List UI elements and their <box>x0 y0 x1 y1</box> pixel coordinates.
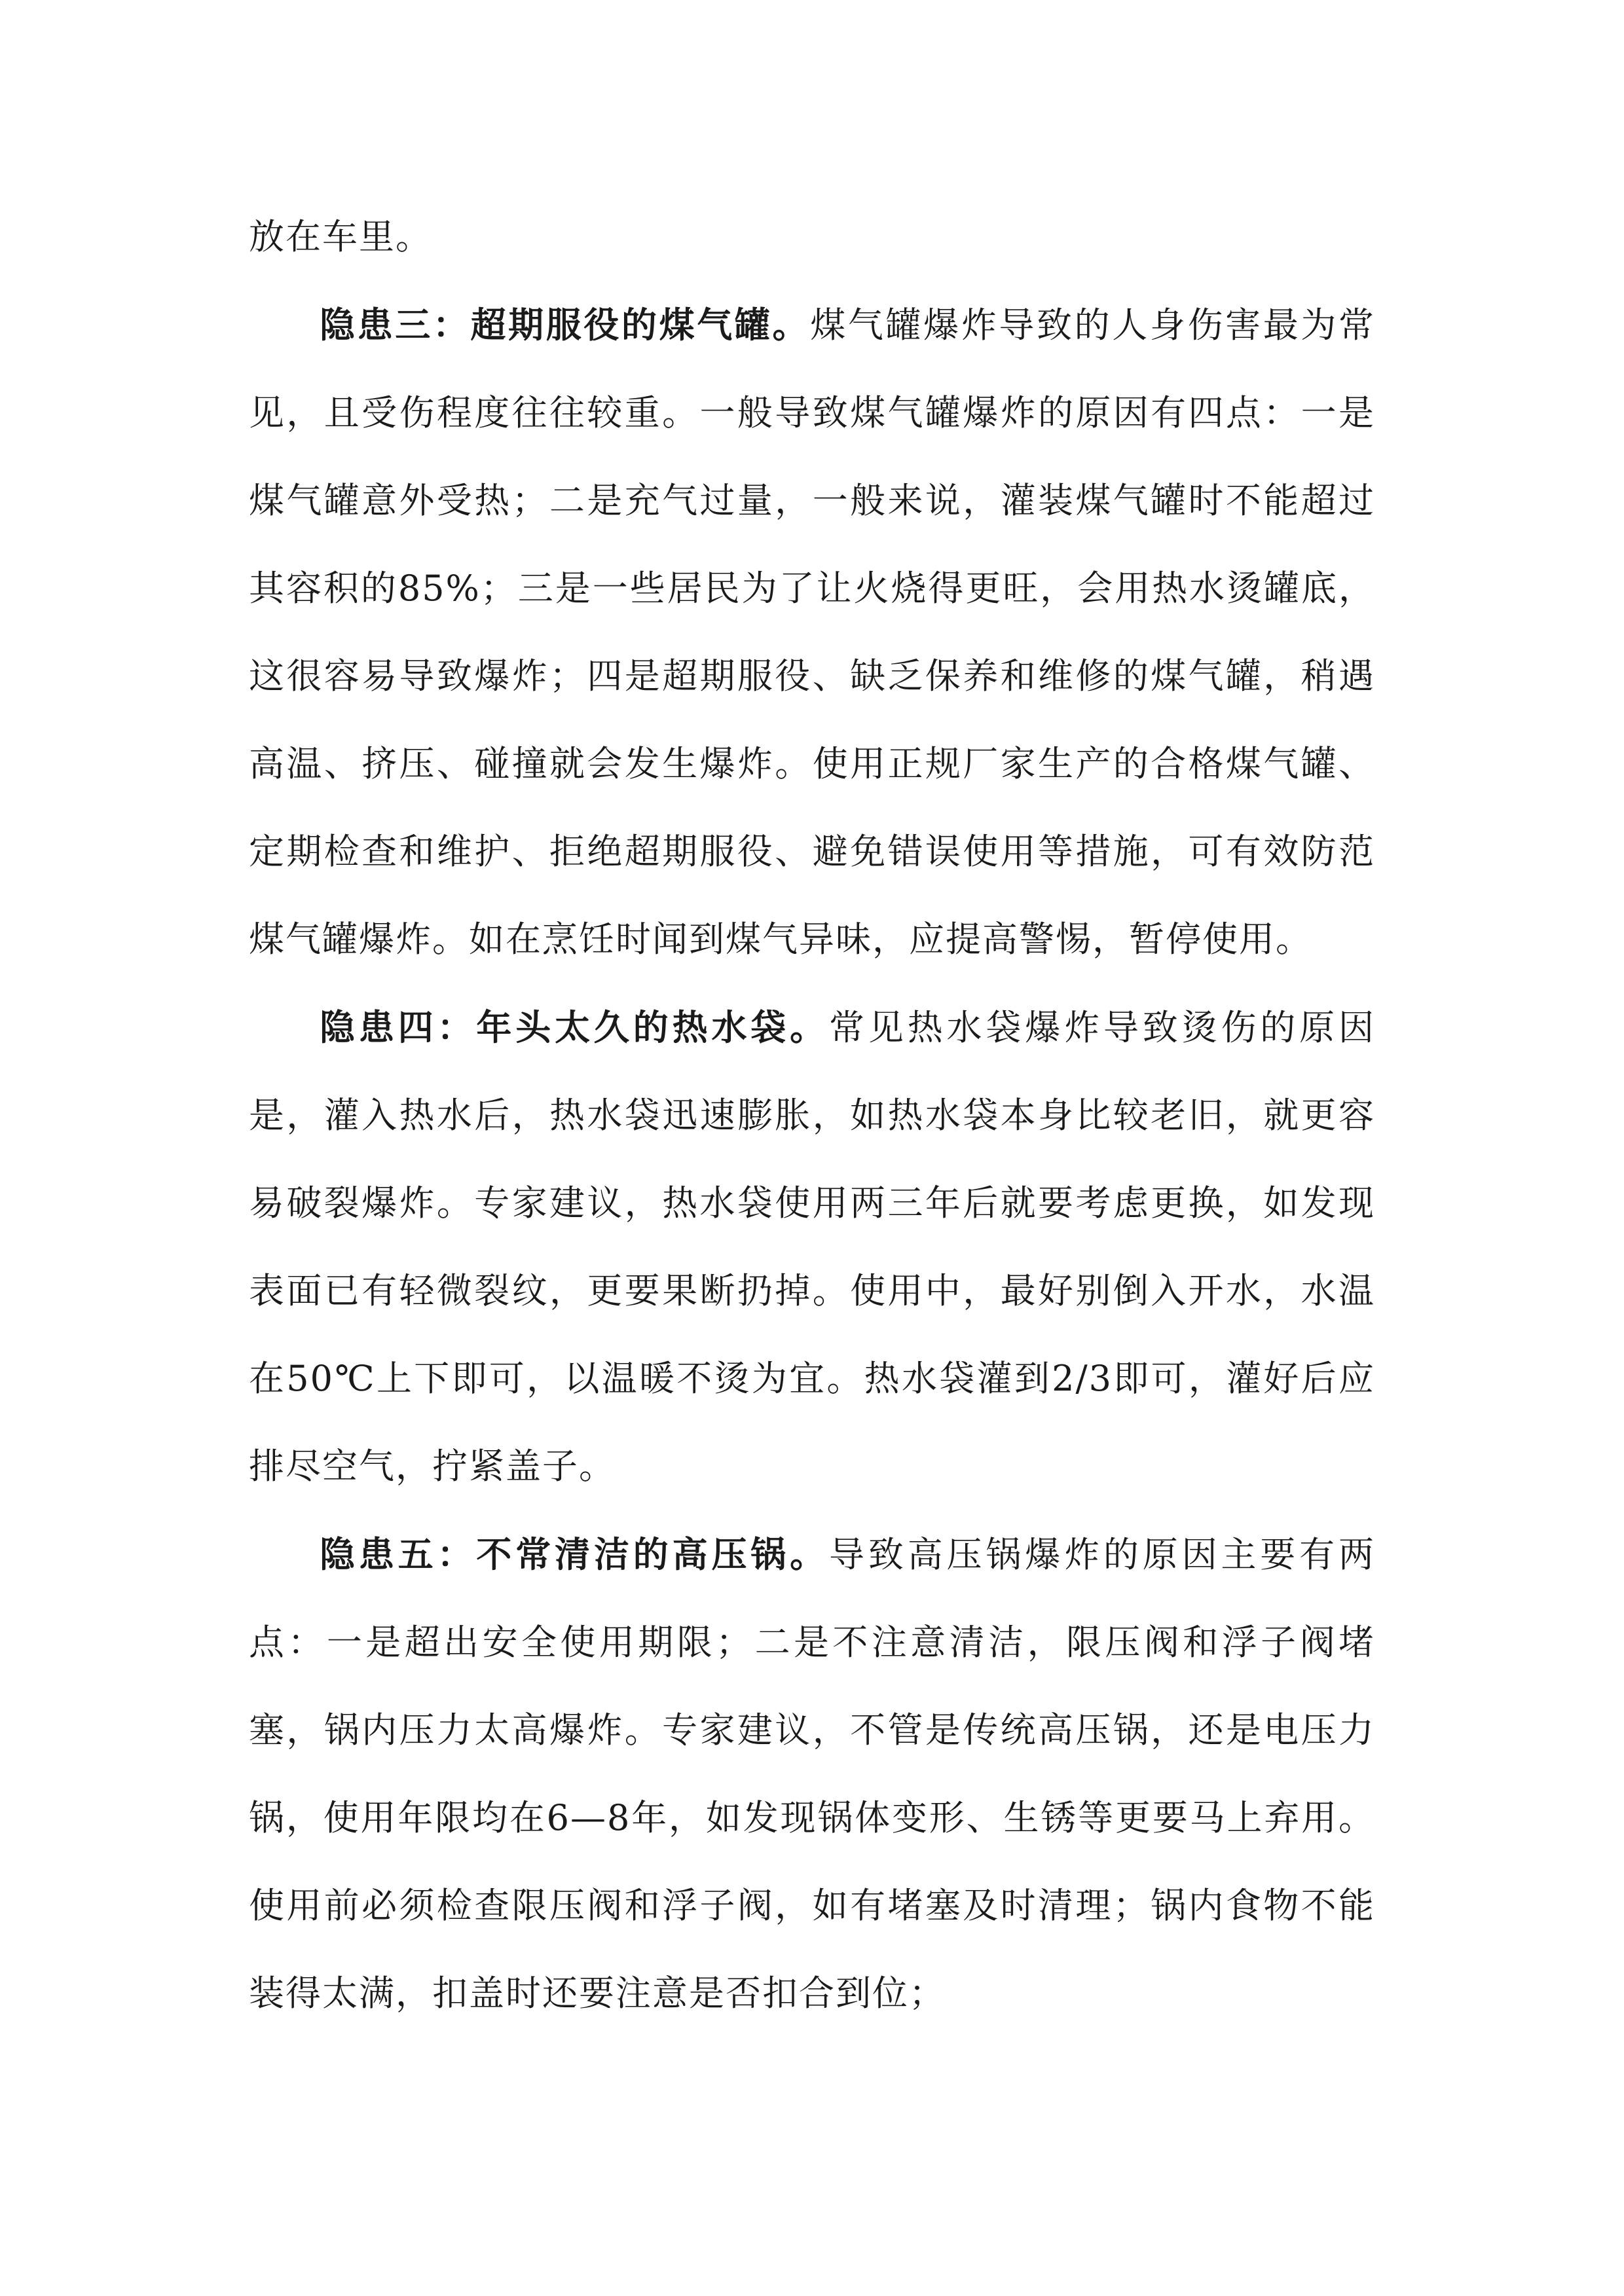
paragraph-hazard-three <box>249 281 1375 983</box>
paragraph-text: 放在车里。 <box>249 216 432 257</box>
document-body <box>249 193 1375 2037</box>
paragraph-heading: 隐患三：超期服役的煤气罐。 <box>320 304 811 346</box>
paragraph-text: 煤气罐爆炸导致的人身伤害最为常见，且受伤程度往往较重。一般导致煤气罐爆炸的原因有四点：一是煤气罐意外受热；二是充气过量，一般来说，灌装煤气罐时不能超过其容积的85%；三是一些居民为了让火烧得更旺，会用热水烫罐底，这很容易导致爆炸；四是超期服役、缺乏保养和维修的煤气罐，稍遇高温、挤压、碰撞就会发生爆炸。使用正规厂家生产的合格煤气罐、定期检查和维护、拒绝超期服役、避免错误使用等措施，可有效防范煤气罐爆炸。如在烹饪时闻到煤气异味，应提高警惕，暂停使用。 <box>249 304 1376 960</box>
paragraph-text: 导致高压锅爆炸的原因主要有两点：一是超出安全使用期限；二是不注意清洁，限压阀和浮子阀堵塞，锅内压力太高爆炸。专家建议，不管是传统高压锅，还是电压力锅，使用年限均在6—8年，如发现锅体变形、生锈等更要马上弃用。使用前必须检查限压阀和浮子阀，如有堵塞及时清理；锅内食物不能装得太满，扣盖时还要注意是否扣合到位； <box>249 1534 1375 2014</box>
paragraph-continuation <box>249 193 1375 281</box>
paragraph-heading: 隐患五：不常清洁的高压锅。 <box>320 1533 829 1575</box>
paragraph-hazard-five <box>249 1510 1375 2037</box>
paragraph-heading: 隐患四：年头太久的热水袋。 <box>320 1006 829 1048</box>
paragraph-text: 常见热水袋爆炸导致烫伤的原因是，灌入热水后，热水袋迅速膨胀，如热水袋本身比较老旧，就更容易破裂爆炸。专家建议，热水袋使用两三年后就要考虑更换，如发现表面已有轻微裂纹，更要果断扔掉。使用中，最好别倒入开水，水温在50℃上下即可，以温暖不烫为宜。热水袋灌到2/3即可，灌好后应排尽空气，拧紧盖子。 <box>249 1007 1375 1487</box>
paragraph-hazard-four <box>249 983 1375 1510</box>
